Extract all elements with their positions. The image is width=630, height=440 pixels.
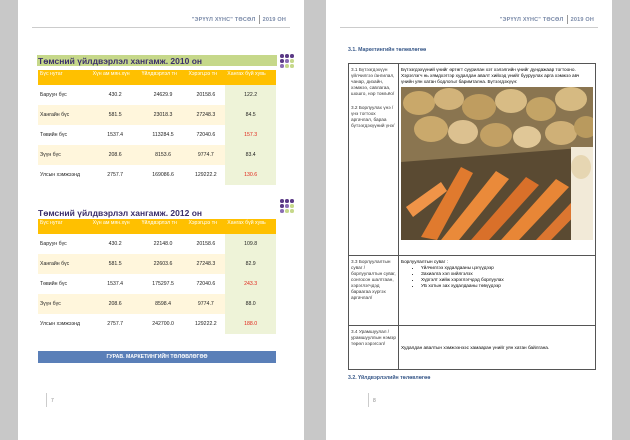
table-row — [38, 85, 276, 105]
row-content: Худалдан авалтын хэмжээнээс хамааран үнийг уян хатан байлгана. — [399, 326, 596, 370]
col-header: Үйлдвэрлэл тн — [140, 70, 187, 85]
table2 — [38, 219, 276, 334]
cell: 2757.7 — [91, 314, 140, 334]
table-row — [38, 105, 276, 125]
cell: 22148.0 — [140, 234, 187, 254]
header-rule — [340, 27, 598, 28]
cell: 129222.2 — [186, 165, 225, 185]
cell: Улсын хэмжээнд — [38, 314, 91, 334]
header-title: "ЭРҮҮЛ ХҮНС" ТӨСӨЛ — [499, 16, 564, 23]
table-row — [38, 314, 276, 334]
cell: 109.8 — [225, 234, 276, 254]
marketing-plan-table — [348, 63, 596, 370]
cell: 157.3 — [225, 125, 276, 145]
row-label — [349, 64, 399, 256]
col-header: Хангах бүй хувь — [225, 70, 276, 85]
cell: 113284.5 — [140, 125, 187, 145]
cell: 72040.6 — [186, 125, 225, 145]
cell: 8153.6 — [140, 145, 187, 165]
col-header: Хүн ам мян.хүн — [91, 70, 140, 85]
row-label-product: 3.1 Бүтээгдэхүүн үйлчилгээ /ангилал, чанар, дизайн, хэмжээ, савлагаа, шошго, нэр томъёо/ — [351, 67, 395, 96]
page-number: 7 — [51, 398, 54, 404]
table-row — [38, 274, 276, 294]
cell: 581.5 — [91, 254, 140, 274]
cell: 22603.6 — [140, 254, 187, 274]
cell: 27248.3 — [186, 254, 225, 274]
cell: 243.3 — [225, 274, 276, 294]
cell: 72040.6 — [186, 274, 225, 294]
col-header: Хүн ам мян.хүн — [91, 219, 140, 234]
table-row — [38, 145, 276, 165]
sales-channel-list — [401, 265, 593, 289]
table-row — [38, 125, 276, 145]
col-header: Бүс нутаг — [38, 70, 91, 85]
cell: Хангайн бүс — [38, 254, 91, 274]
cell: Зүүн бүс — [38, 294, 91, 314]
list-item: • Хүргэлт хийж хэрэглэгчдэд борлуулах — [421, 277, 593, 283]
cell: 208.6 — [91, 294, 140, 314]
row-label: 3.3 Борлуулалтын суваг /борлуулалтын суваг, сонгосон шалтгаан, хэрэглэгчдэд бараагаа хүргэх аргачлал/ — [349, 256, 399, 326]
col-header: Хэрэгцээ тн — [186, 70, 225, 85]
cell: 129222.2 — [186, 314, 225, 334]
cell: 581.5 — [91, 105, 140, 125]
col-header: Бүс нутаг — [38, 219, 91, 234]
header-year: 2019 ОН — [570, 16, 594, 23]
right-page — [326, 0, 612, 440]
cell: 430.2 — [91, 85, 140, 105]
cell: 208.6 — [91, 145, 140, 165]
row-content — [399, 64, 596, 256]
cell: 122.2 — [225, 85, 276, 105]
col-header: Үйлдвэрлэл тн — [140, 219, 187, 234]
page-header — [192, 15, 286, 24]
cell: 27248.3 — [186, 105, 225, 125]
list-item: • Үйлчилгээ худалдааны цэгүүдээр — [421, 265, 593, 271]
section-title: 3.2. Үйлдвэрлэлийн төлөвлөгөө — [348, 375, 431, 381]
cell: 242700.0 — [140, 314, 187, 334]
cell: 8598.4 — [140, 294, 187, 314]
cell: 20158.6 — [186, 234, 225, 254]
cell: 430.2 — [91, 234, 140, 254]
page-number-rule — [46, 393, 47, 407]
cell: Төвийн бүс — [38, 125, 91, 145]
page-number-rule — [368, 393, 369, 407]
header-rule — [32, 27, 290, 28]
table1 — [38, 70, 276, 185]
table-row — [38, 254, 276, 274]
cell: 175297.5 — [140, 274, 187, 294]
col-header: Хэрэгцээ тн — [186, 219, 225, 234]
list-item: • УБ хотын зах худалдааны төвүүдээр — [421, 283, 593, 289]
row-content — [399, 256, 596, 326]
section-footer-bar: ГУРАВ. МАРКЕТИНГИЙН ТӨЛӨВЛӨГӨӨ — [38, 351, 276, 363]
produce-image — [401, 87, 593, 240]
cell: 23018.3 — [140, 105, 187, 125]
cell: 83.4 — [225, 145, 276, 165]
header-title: "ЭРҮҮЛ ХҮНС" ТӨСӨЛ — [191, 16, 256, 23]
cell: 20158.6 — [186, 85, 225, 105]
left-page — [18, 0, 304, 440]
cell: 188.0 — [225, 314, 276, 334]
list-item: • Захиалга хэл хийлгэлэх — [421, 271, 593, 277]
sales-channel-heading: Борлуулалтын суваг : — [401, 259, 448, 264]
potato-carrot-photo — [401, 87, 593, 240]
table-row — [38, 294, 276, 314]
cell: Баруун бүс — [38, 234, 91, 254]
page-number: 8 — [373, 398, 376, 404]
page-header — [500, 15, 594, 24]
dots-decoration — [280, 199, 302, 221]
cell: 82.9 — [225, 254, 276, 274]
cell: 1537.4 — [91, 274, 140, 294]
cell: 169086.6 — [140, 165, 187, 185]
cell: Зүүн бүс — [38, 145, 91, 165]
col-header: Хангах бүй хувь — [225, 219, 276, 234]
header-year: 2019 ОН — [262, 16, 286, 23]
cell: 1537.4 — [91, 125, 140, 145]
cell: 88.0 — [225, 294, 276, 314]
dots-decoration — [280, 54, 302, 76]
table1-title: Төмсний үйлдвэрлэл хангамж. 2010 он — [38, 56, 203, 66]
cell: 24629.9 — [140, 85, 187, 105]
cell: 9774.7 — [186, 145, 225, 165]
cell: 9774.7 — [186, 294, 225, 314]
table-row — [38, 234, 276, 254]
section-title: 3.1. Маркетингийн төлөвлөгөө — [348, 47, 427, 53]
row-label: 3.4 Урамшуулал /урамшууллын нэмэр төрөл хэрэгсэл/ — [349, 326, 399, 370]
cell: Хангайн бүс — [38, 105, 91, 125]
table-row — [38, 165, 276, 185]
price-policy-text: Бүтээгдэхүүний үнийг өртөгт суурилан хэт хэлэлгийн үнийг дундажаар тогтооно. Хэрэглэгч нь хямдхэтгэр худалдан авалт хийхэд үнийг бууруулах арга хэмжээ авч үнийн уян хатан бодлогыг баримтална. Бүтээгдэхүүн: — [401, 67, 580, 84]
cell: 2757.7 — [91, 165, 140, 185]
cell: 84.5 — [225, 105, 276, 125]
cell: Улсын хэмжээнд — [38, 165, 91, 185]
cell: 130.6 — [225, 165, 276, 185]
cell: Төвийн бүс — [38, 274, 91, 294]
cell: Баруун бүс — [38, 85, 91, 105]
row-label-price: 3.2 Борлуулах үнэ /үнэ тогтоох аргачлал, бараа бүтээгдэхүүний үнэ/ — [351, 105, 395, 128]
table2-title: Төмсний үйлдвэрлэл хангамж. 2012 он — [38, 208, 203, 218]
